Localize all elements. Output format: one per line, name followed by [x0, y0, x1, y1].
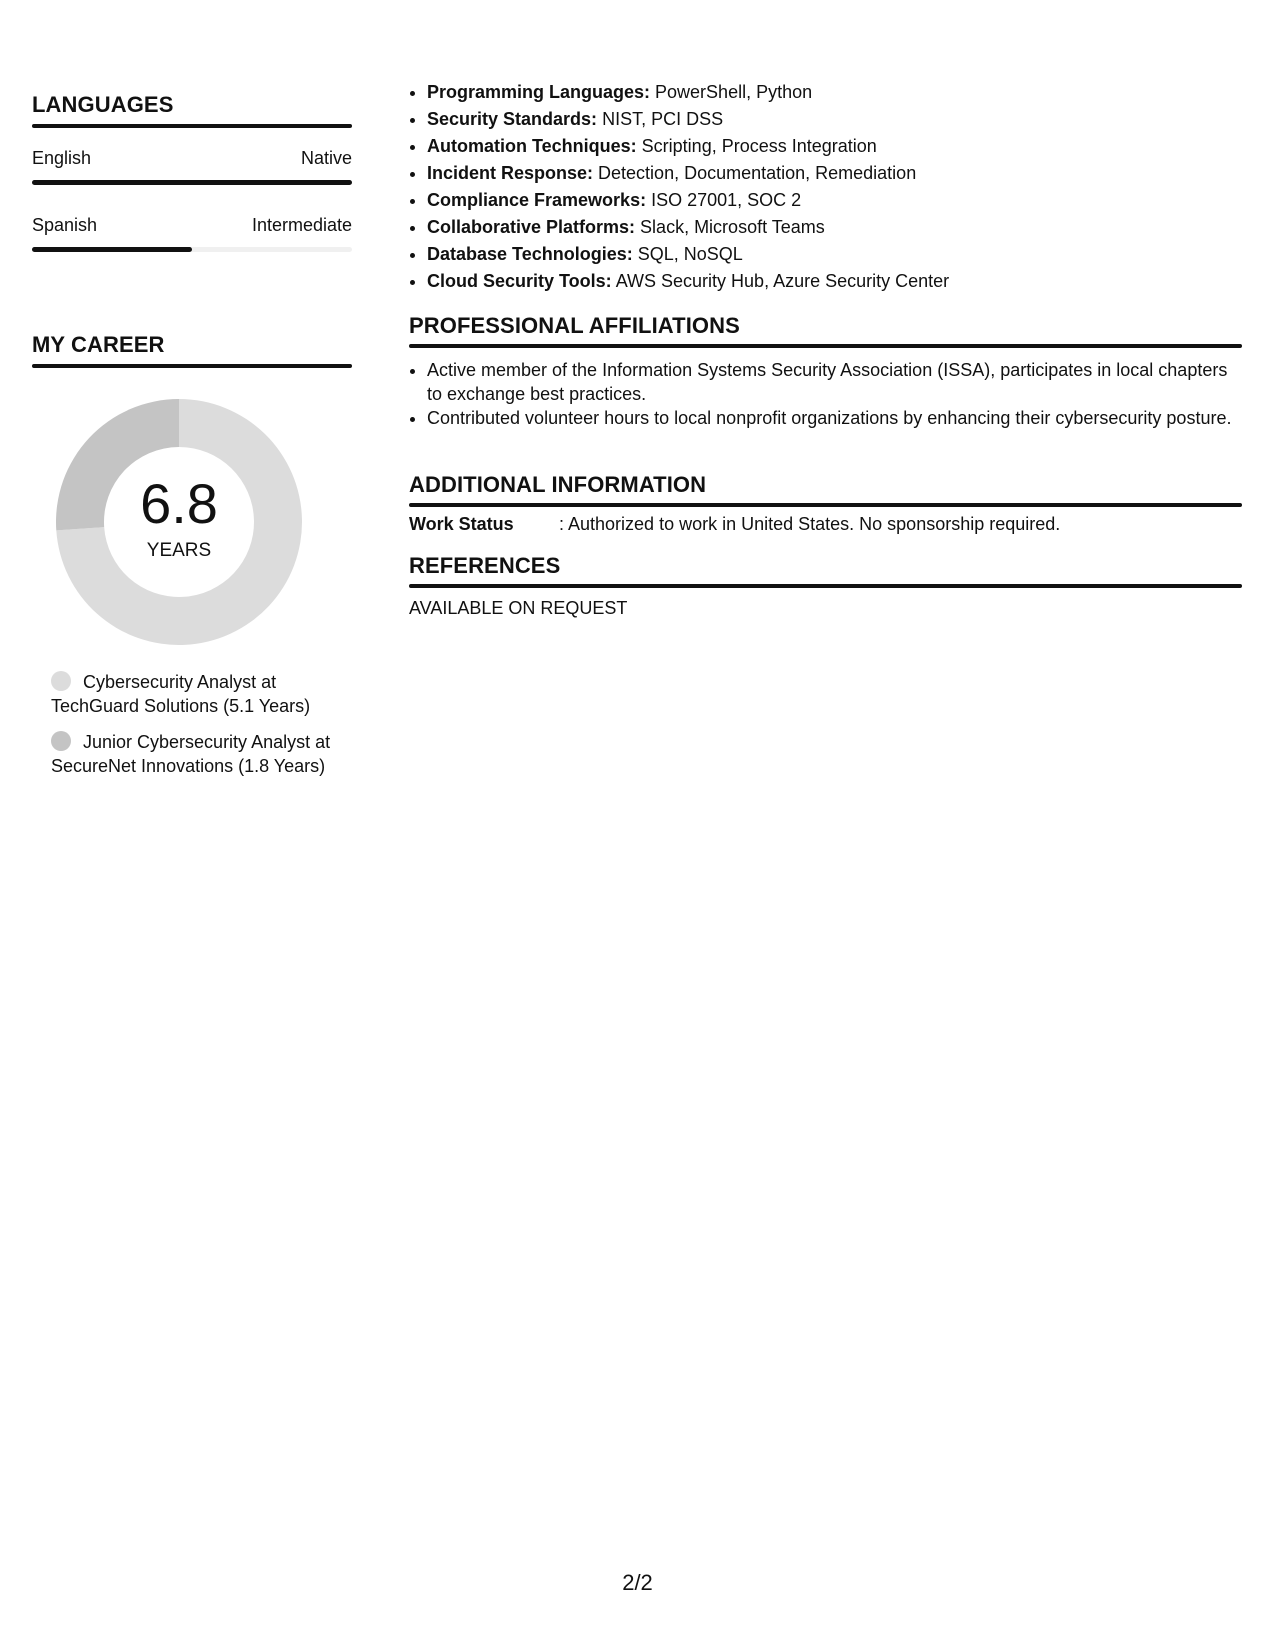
proficiency-bar — [32, 180, 352, 185]
skill-label: Incident Response: — [427, 163, 594, 183]
skill-value: Scripting, Process Integration — [636, 136, 877, 156]
language-level: Native — [300, 148, 352, 168]
legend-label: Cybersecurity Analyst at TechGuard Solutions (5.1 Years) — [51, 672, 311, 716]
section-title-additional: ADDITIONAL INFORMATION — [409, 472, 707, 497]
career-legend — [51, 670, 331, 778]
skill-label: Compliance Frameworks: — [427, 190, 647, 210]
skill-label: Automation Techniques: — [427, 136, 637, 156]
total-years-value: 6.8 — [140, 472, 218, 535]
work-status-value: : Authorized to work in United States. No sponsorship required. — [559, 514, 1061, 534]
skill-value: SQL, NoSQL — [632, 244, 743, 264]
list-item — [427, 268, 1260, 295]
language-item-spanish — [32, 215, 352, 252]
section-rule — [409, 584, 1242, 588]
section-title-affiliations: PROFESSIONAL AFFILIATIONS — [409, 313, 740, 338]
skill-label: Database Technologies: — [427, 244, 633, 264]
skill-label: Programming Languages: — [427, 82, 651, 102]
list-item — [427, 241, 1260, 268]
list-item — [427, 214, 1260, 241]
list-item: • Contributed volunteer hours to local nonprofit organizations by enhancing their cybersecurity posture. — [427, 406, 1242, 430]
skill-label: Cloud Security Tools: — [427, 271, 612, 291]
legend-swatch — [51, 731, 71, 751]
section-title-career: MY CAREER — [32, 332, 165, 357]
donut-center — [56, 399, 302, 645]
list-item — [427, 160, 1260, 187]
work-status-row — [409, 514, 1242, 535]
legend-swatch — [51, 671, 71, 691]
section-title-references: REFERENCES — [409, 553, 561, 578]
skill-value: ISO 27001, SOC 2 — [646, 190, 802, 210]
skill-value: Slack, Microsoft Teams — [635, 217, 825, 237]
language-item-english — [32, 148, 352, 185]
languages-section — [32, 92, 352, 252]
list-item: • Active member of the Information Systems Security Association (ISSA), participates in local chapters to exchange best practices. — [427, 358, 1242, 406]
references-text: AVAILABLE ON REQUEST — [409, 598, 628, 618]
references-section — [409, 553, 1242, 619]
skill-value: NIST, PCI DSS — [597, 109, 724, 129]
skills-list — [409, 79, 1260, 295]
skill-value: PowerShell, Python — [650, 82, 813, 102]
proficiency-bar — [32, 247, 352, 252]
section-rule — [409, 503, 1242, 507]
career-section — [32, 332, 352, 790]
language-name: English — [32, 148, 92, 168]
list-item — [427, 187, 1260, 214]
proficiency-bar-fill — [32, 247, 192, 252]
skill-label: Collaborative Platforms: — [427, 217, 636, 237]
skill-label: Security Standards: — [427, 109, 598, 129]
language-level: Intermediate — [251, 215, 352, 235]
page-number: 2/2 — [622, 1570, 653, 1595]
legend-item — [51, 730, 331, 778]
section-rule — [32, 364, 352, 368]
section-title-languages: LANGUAGES — [32, 92, 174, 117]
proficiency-bar-fill — [32, 180, 352, 185]
language-name: Spanish — [32, 215, 98, 235]
list-item — [427, 133, 1260, 160]
list-item — [427, 79, 1260, 106]
career-donut-chart — [56, 399, 302, 645]
additional-info-section — [409, 472, 1242, 535]
section-rule — [409, 344, 1242, 348]
skill-value: AWS Security Hub, Azure Security Center — [611, 271, 950, 291]
work-status-key: Work Status — [409, 514, 514, 534]
affiliations-section — [409, 313, 1242, 430]
legend-item — [51, 670, 331, 718]
list-item — [427, 106, 1260, 133]
section-rule — [32, 124, 352, 128]
total-years-unit: YEARS — [146, 540, 212, 561]
skill-value: Detection, Documentation, Remediation — [593, 163, 917, 183]
affiliations-list — [409, 358, 1242, 430]
legend-label: Junior Cybersecurity Analyst at SecureNet Innovations (1.8 Years) — [51, 732, 331, 776]
